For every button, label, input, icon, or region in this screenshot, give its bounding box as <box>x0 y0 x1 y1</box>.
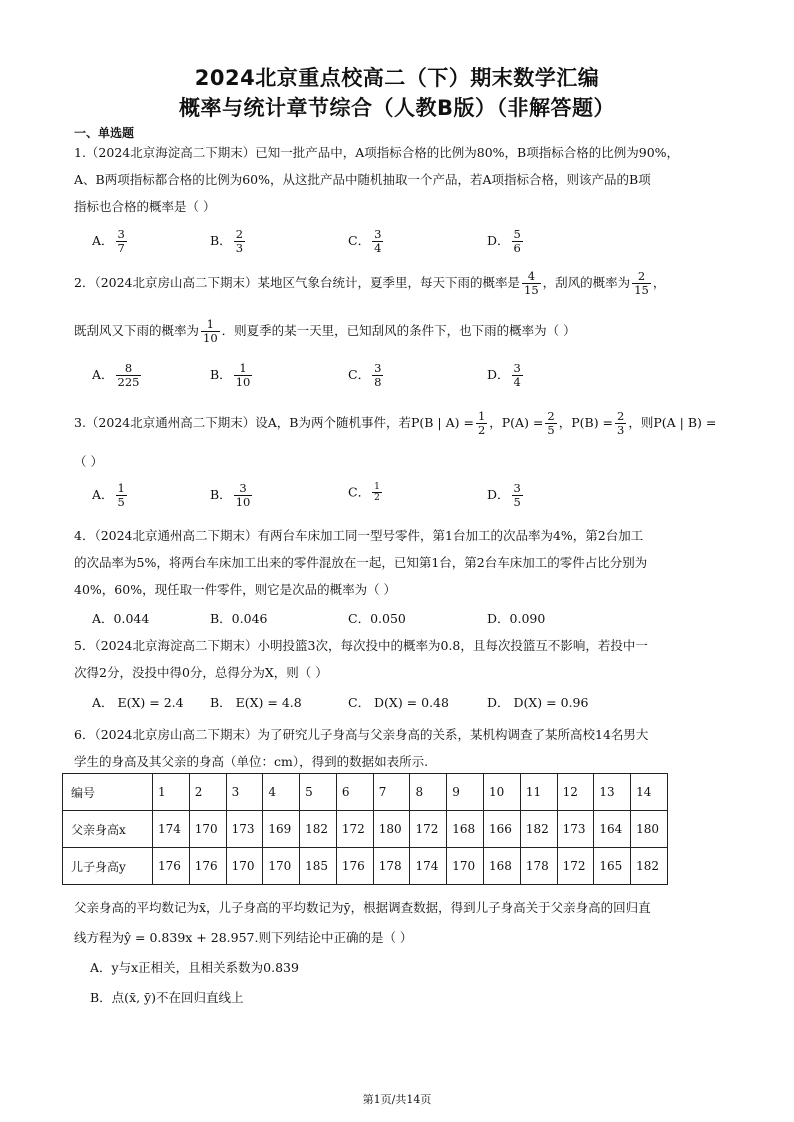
q5-option-c: C． D(X) = 0.48 <box>348 695 449 710</box>
q3-line2: （ ） <box>74 454 103 469</box>
q4-option-b: B．0.046 <box>210 611 268 626</box>
table-cell: 180 <box>631 811 668 848</box>
table-cell: 13 <box>594 774 631 811</box>
q3-option-d: D． $\frac{3}{5}$ <box>487 481 521 510</box>
table-cell: 12 <box>557 774 594 811</box>
q5-option-a: A． E(X) = 2.4 <box>92 695 184 710</box>
table-row-header: 儿子身高y <box>63 848 153 885</box>
q6-after-line1: 父亲身高的平均数记为x̄，儿子身高的平均数记为ȳ，根据调查数据，得到儿子身高关于父亲身高的回归直 <box>74 900 651 915</box>
height-data-table <box>62 773 668 885</box>
q1-option-d: D． $\frac{5}{6}$ <box>487 227 521 256</box>
table-cell: 178 <box>373 848 410 885</box>
q1-line1: 1.（2024北京海淀高二下期末）已知一批产品中，A项指标合格的比例为80%，B项指标合格的比例为90%， <box>74 145 680 160</box>
table-cell: 1 <box>153 774 190 811</box>
table-cell: 180 <box>373 811 410 848</box>
q5-option-d: D． D(X) = 0.96 <box>487 695 589 710</box>
q6-option-b: B．点(x̄, ȳ)不在回归直线上 <box>90 990 244 1005</box>
table-row <box>63 811 668 848</box>
table-cell: 5 <box>300 774 337 811</box>
table-cell: 164 <box>594 811 631 848</box>
q1-option-a: A． $\frac{3}{7}$ <box>92 227 125 256</box>
table-cell: 176 <box>336 848 373 885</box>
table-cell: 174 <box>410 848 447 885</box>
q2-option-a: A． $\frac{8}{225}$ <box>92 361 140 390</box>
section-heading: 一、单选题 <box>74 126 135 140</box>
q3-option-b: B． $\frac{3}{10}$ <box>210 481 251 510</box>
table-cell: 182 <box>520 811 557 848</box>
table-cell: 172 <box>557 848 594 885</box>
q6-after-line2: 线方程为ŷ = 0.839x + 28.957.则下列结论中正确的是（ ） <box>74 930 413 945</box>
q5-line2: 次得2分，没投中得0分，总得分为X，则（ ） <box>74 665 328 680</box>
table-cell: 168 <box>447 811 484 848</box>
table-row-header: 编号 <box>63 774 153 811</box>
table-cell: 14 <box>631 774 668 811</box>
table-cell: 182 <box>300 811 337 848</box>
page-footer: 第1页/共14页 <box>362 1093 432 1106</box>
table-cell: 3 <box>226 774 263 811</box>
q1-option-c: C． $\frac{3}{4}$ <box>348 227 382 256</box>
q4-option-d: D．0.090 <box>487 611 546 626</box>
table-cell: 2 <box>189 774 226 811</box>
table-cell: 6 <box>336 774 373 811</box>
table-cell: 166 <box>484 811 521 848</box>
table-header-row <box>63 774 668 811</box>
q2-line1: 2．（2024北京房山高二下期末）某地区气象台统计，夏季里，每天下雨的概率是 $\frac{4}{15}$ ，刮风的概率为 $\frac{2}{15}$ ， <box>74 269 666 298</box>
table-cell: 169 <box>263 811 300 848</box>
page-title: 2024北京重点校高二（下）期末数学汇编 <box>194 66 600 90</box>
table-cell: 168 <box>484 848 521 885</box>
table-cell: 10 <box>484 774 521 811</box>
q4-option-a: A．0.044 <box>92 611 150 626</box>
q2-line2: 既刮风又下雨的概率为 $\frac{1}{10}$ ．则夏季的某一天里，已知刮风的条件下，也下雨的概率为（ ） <box>74 317 576 346</box>
table-cell: 173 <box>226 811 263 848</box>
q6-option-a: A．y与x正相关，且相关系数为0.839 <box>90 960 299 975</box>
q2-option-c: C． $\frac{3}{8}$ <box>348 361 382 390</box>
q5-line1: 5．（2024北京海淀高二下期末）小明投篮3次，每次投中的概率为0.8，且每次投篮互不影响，若投中一 <box>74 638 648 653</box>
table-cell: 174 <box>153 811 190 848</box>
table-cell: 176 <box>189 848 226 885</box>
table-cell: 185 <box>300 848 337 885</box>
q4-line2: 的次品率为5%，将两台车床加工出来的零件混放在一起，已知第1台，第2台车床加工的零件占比分别为 <box>74 555 648 570</box>
q5-option-b: B． E(X) = 4.8 <box>210 695 302 710</box>
q2-option-b: B． $\frac{1}{10}$ <box>210 361 251 390</box>
table-cell: 176 <box>153 848 190 885</box>
q1-line3: 指标也合格的概率是（ ） <box>74 199 216 214</box>
table-cell: 172 <box>410 811 447 848</box>
table-cell: 7 <box>373 774 410 811</box>
q4-line1: 4．（2024北京通州高二下期末）有两台车床加工同一型号零件，第1台加工的次品率为4%，第2台加工 <box>74 528 644 543</box>
table-cell: 182 <box>631 848 668 885</box>
q4-option-c: C．0.050 <box>348 611 406 626</box>
q4-line3: 40%，60%，现任取一件零件，则它是次品的概率为（ ） <box>74 582 397 597</box>
table-cell: 170 <box>263 848 300 885</box>
q6-line2: 学生的身高及其父亲的身高（单位：cm），得到的数据如表所示. <box>74 754 429 769</box>
table-cell: 178 <box>520 848 557 885</box>
q6-line1: 6．（2024北京房山高二下期末）为了研究儿子身高与父亲身高的关系，某机构调查了某所高校14名男大 <box>74 727 649 742</box>
q1-option-b: B． $\frac{2}{3}$ <box>210 227 244 256</box>
page-subtitle: 概率与统计章节综合（人教B版）（非解答题） <box>178 96 615 120</box>
table-cell: 172 <box>336 811 373 848</box>
table-cell: 8 <box>410 774 447 811</box>
table-cell: 9 <box>447 774 484 811</box>
q1-line2: A、B两项指标都合格的比例为60%，从这批产品中随机抽取一个产品，若A项指标合格，则该产品的B项 <box>74 172 651 187</box>
q3-line1: 3.（2024北京通州高二下期末）设A，B为两个随机事件，若P(B | A) = $\frac{1}{2}$ ，P(A) = $\frac{2}{5}$ ，P(B) = $\frac{2}{3}$ ，则P(A | B) = <box>74 409 717 438</box>
table-row-header: 父亲身高x <box>63 811 153 848</box>
table-cell: 165 <box>594 848 631 885</box>
table-cell: 173 <box>557 811 594 848</box>
q2-option-d: D． $\frac{3}{4}$ <box>487 361 521 390</box>
table-row <box>63 848 668 885</box>
table-cell: 170 <box>189 811 226 848</box>
table-cell: 170 <box>447 848 484 885</box>
table-cell: 4 <box>263 774 300 811</box>
q3-option-a: A． $\frac{1}{5}$ <box>92 481 125 510</box>
q3-option-c: C． $\frac{1}{2}$ <box>348 482 380 504</box>
table-cell: 170 <box>226 848 263 885</box>
table-cell: 11 <box>520 774 557 811</box>
